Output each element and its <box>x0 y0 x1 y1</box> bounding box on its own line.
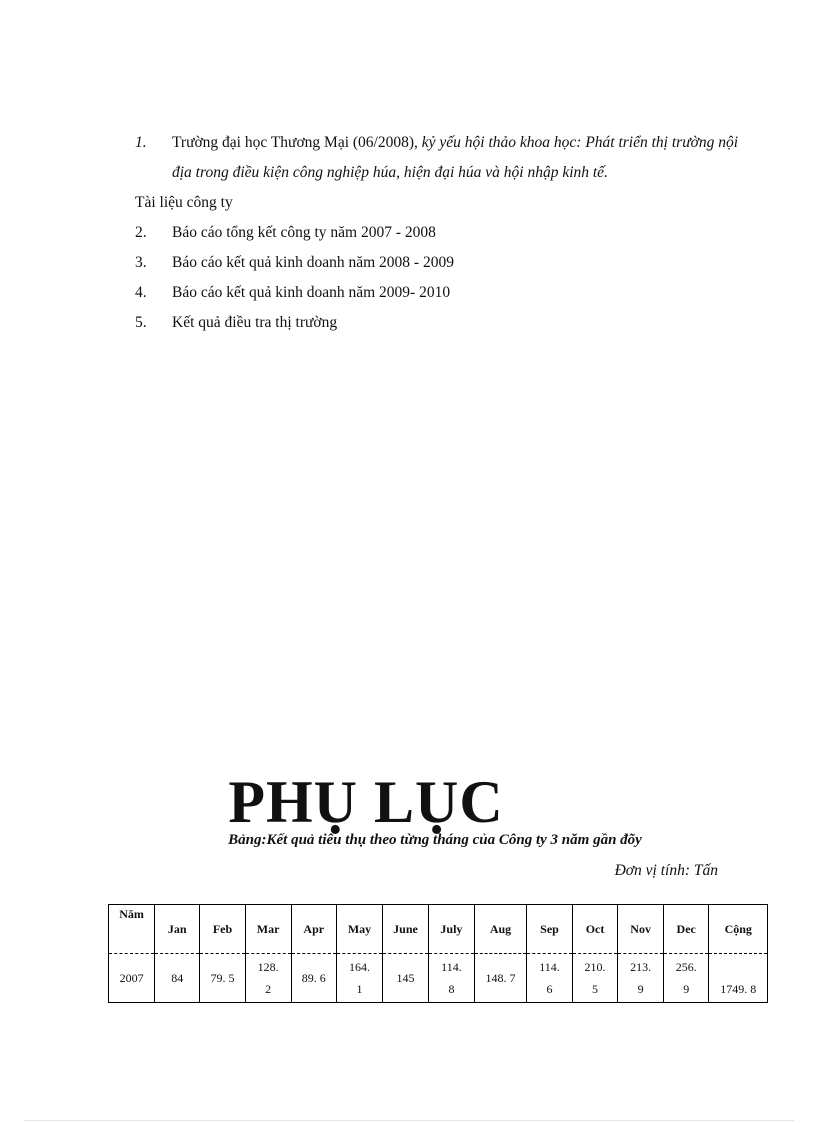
reference-text: Báo cáo kết quả kinh doanh năm 2008 - 2009 <box>172 254 454 271</box>
reference-author: Trường đại học Thương Mại (06/2008), <box>172 134 422 151</box>
table-header-row <box>109 905 768 954</box>
reference-item <box>135 218 745 248</box>
monthly-sales-table <box>108 904 768 1003</box>
table-caption: Bảng:Kết quả tiêu thụ theo từng tháng của Công ty 3 năm gần đõy <box>228 832 642 848</box>
header-month: June <box>382 905 428 954</box>
header-month: Jan <box>155 905 200 954</box>
appendix-title: PHỤ LỤC <box>228 769 504 835</box>
header-month: Sep <box>527 905 573 954</box>
reference-number: 2. <box>135 224 147 241</box>
cell-value: 256. 9 <box>663 954 709 1003</box>
reference-text <box>172 134 738 181</box>
reference-title: kỷ yếu hội thảo khoa học: Phát triển thị trường nội địa trong điều kiện công nghiệp húa, hiện đại húa và hội nhập kinh tế. <box>172 134 739 181</box>
cell-value: 148. 7 <box>474 954 526 1003</box>
page-bottom-rule <box>24 1120 794 1121</box>
header-month: Mar <box>245 905 291 954</box>
table-row <box>109 954 768 1003</box>
cell-value: 84 <box>155 954 200 1003</box>
header-month: Oct <box>572 905 618 954</box>
reference-number: 4. <box>135 284 147 301</box>
header-month: Feb <box>200 905 245 954</box>
cell-value: 79. 5 <box>200 954 245 1003</box>
reference-list <box>135 128 745 338</box>
reference-item <box>135 278 745 308</box>
reference-text: Kết quả điều tra thị trường <box>172 314 338 331</box>
reference-item <box>135 128 745 188</box>
company-documents-heading: Tài liệu công ty <box>135 194 233 211</box>
reference-number: 1. <box>135 134 147 151</box>
header-month: Apr <box>291 905 337 954</box>
reference-item <box>135 308 745 338</box>
cell-value: 164. 1 <box>337 954 383 1003</box>
header-month: Aug <box>474 905 526 954</box>
cell-total: 1749. 8 <box>709 954 768 1003</box>
reference-number: 5. <box>135 314 147 331</box>
header-month: Dec <box>663 905 709 954</box>
cell-value: 145 <box>382 954 428 1003</box>
cell-value: 114. 8 <box>429 954 475 1003</box>
reference-item <box>135 248 745 278</box>
cell-year: 2007 <box>109 954 155 1003</box>
reference-text: Báo cáo tổng kết công ty năm 2007 - 2008 <box>172 224 436 241</box>
header-month: July <box>429 905 475 954</box>
header-total: Cộng <box>709 905 768 954</box>
header-month: Nov <box>618 905 664 954</box>
cell-value: 89. 6 <box>291 954 337 1003</box>
header-month: May <box>337 905 383 954</box>
cell-value: 114. 6 <box>527 954 573 1003</box>
cell-value: 128. 2 <box>245 954 291 1003</box>
reference-text: Báo cáo kết quả kinh doanh năm 2009- 2010 <box>172 284 451 301</box>
cell-value: 213. 9 <box>618 954 664 1003</box>
cell-value: 210. 5 <box>572 954 618 1003</box>
unit-note: Đơn vị tính: Tấn <box>614 862 718 879</box>
reference-number: 3. <box>135 254 147 271</box>
header-year: Năm <box>109 905 155 954</box>
